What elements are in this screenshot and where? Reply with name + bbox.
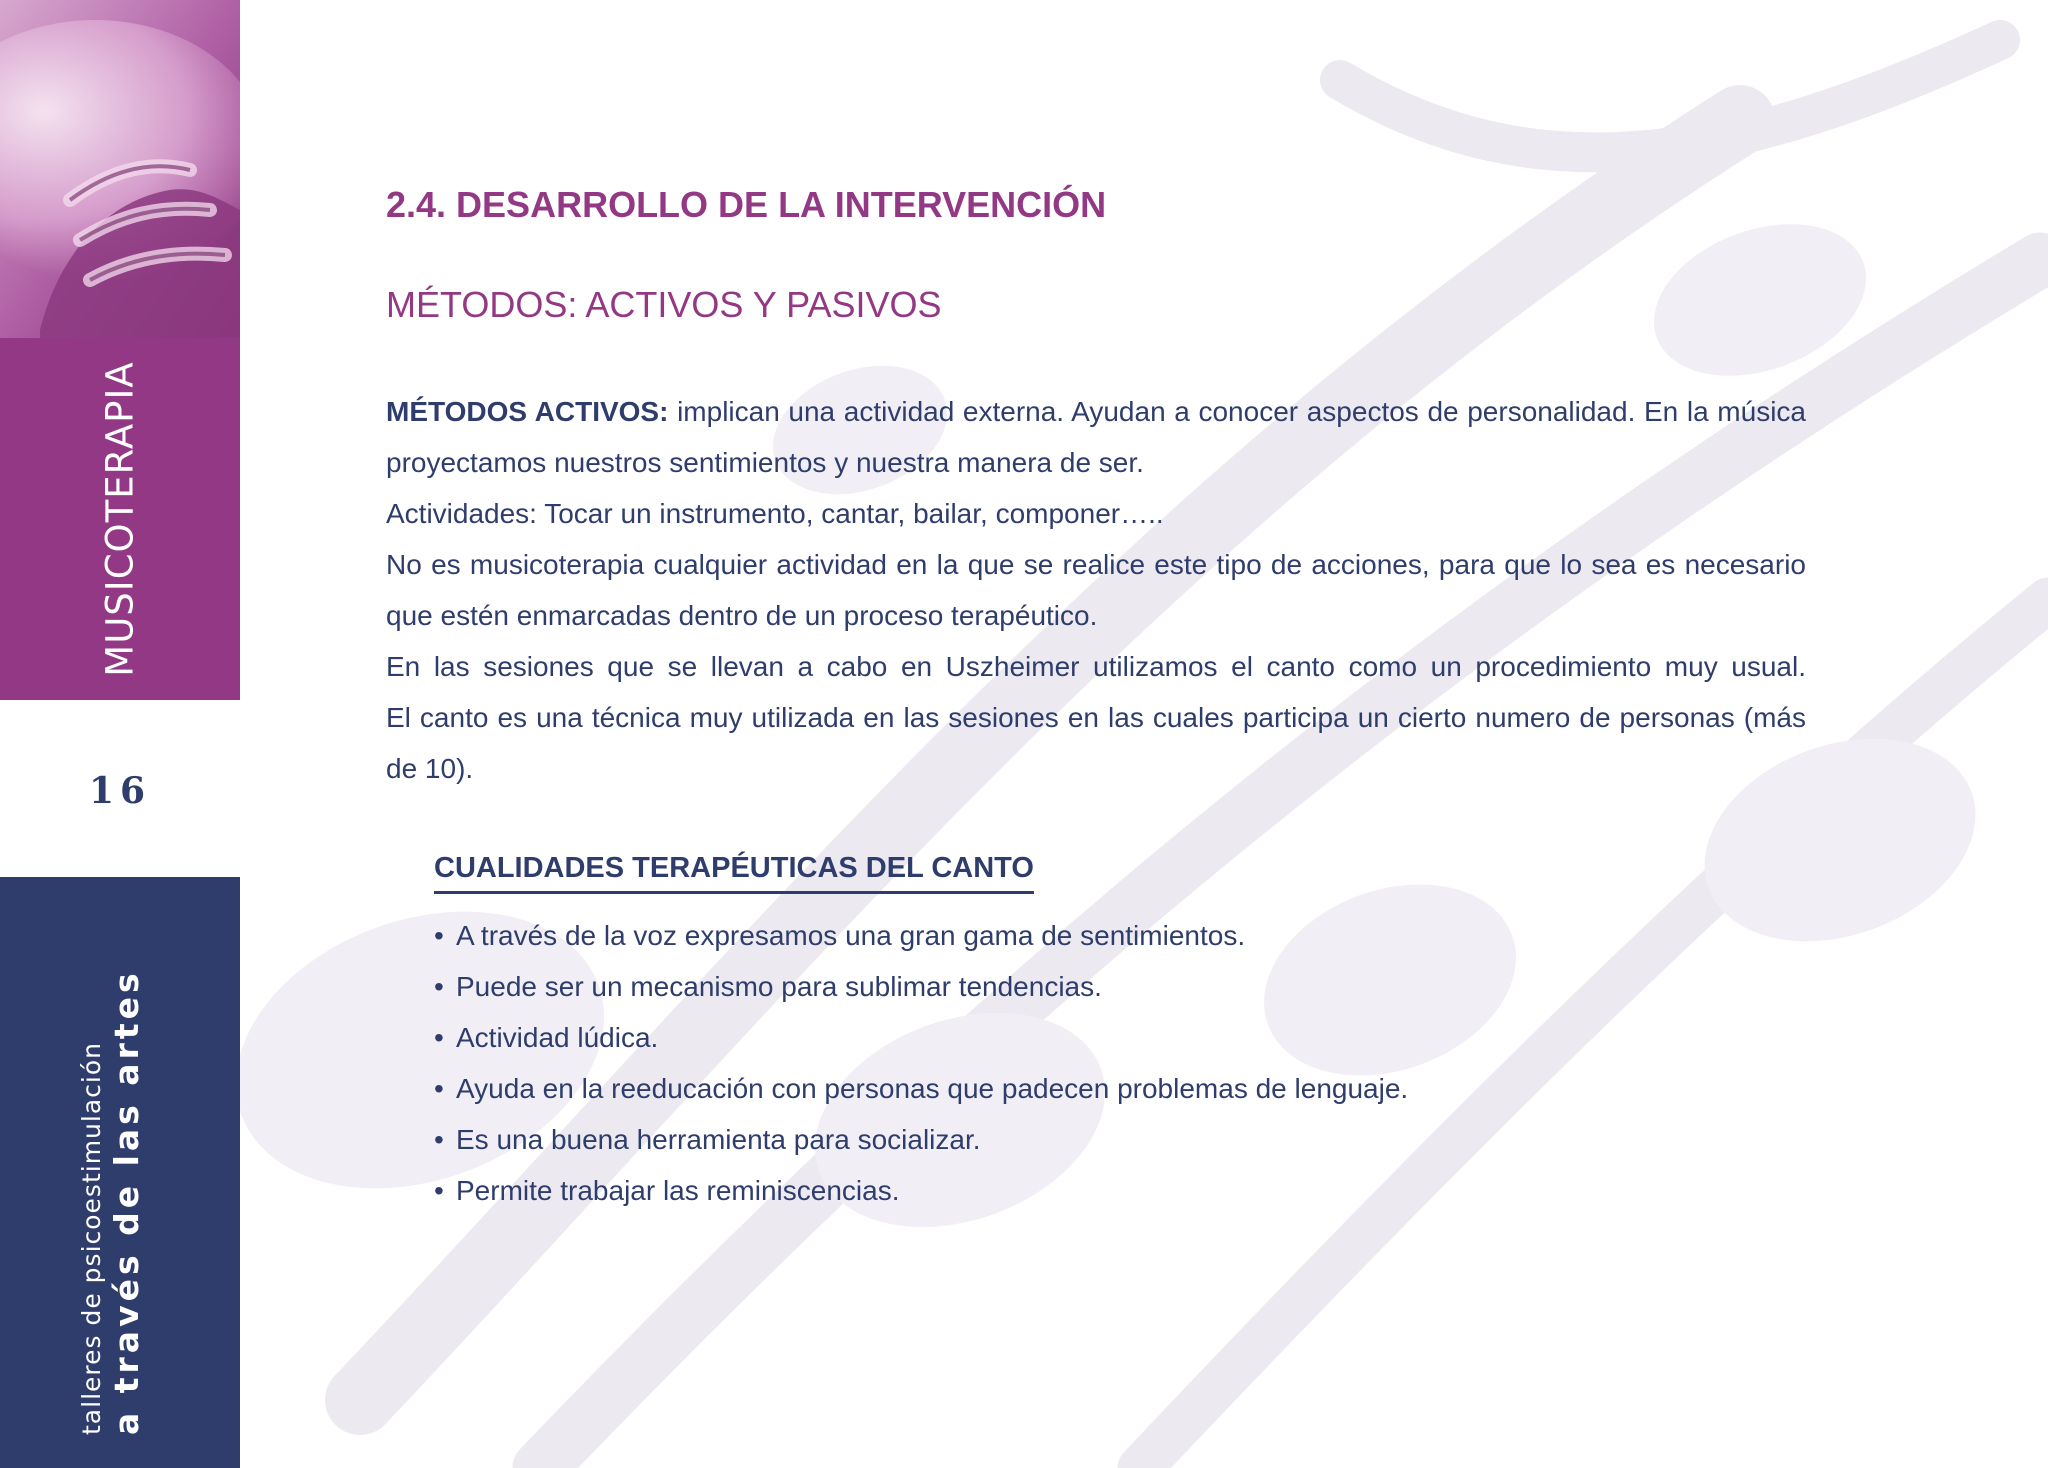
active-methods-text: implican una actividad externa. Ayudan a conocer aspectos de personalidad. En la música proyectamos nuestros sentimientos y nuestra manera de ser. xyxy=(386,396,1806,478)
page-number: 16 xyxy=(88,770,152,812)
list-item: • Ayuda en la reeducación con personas que padecen problemas de lenguaje. xyxy=(434,1063,1408,1114)
brand-label xyxy=(77,875,147,1435)
sidebar xyxy=(0,0,240,1468)
bullet-icon: • xyxy=(434,1073,444,1104)
methods-heading xyxy=(386,284,942,326)
bullet-icon: • xyxy=(434,971,444,1002)
methods-heading-rest: ACTIVOS Y PASIVOS xyxy=(577,284,942,325)
section-label: MUSICOTERAPIA xyxy=(98,361,142,677)
bullet-icon: • xyxy=(434,1022,444,1053)
body-text xyxy=(386,386,1806,794)
list-item: • Puede ser un mecanismo para sublimar tendencias. xyxy=(434,961,1408,1012)
qualities-heading: CUALIDADES TERAPÉUTICAS DEL CANTO xyxy=(434,852,1034,894)
bullet-icon: • xyxy=(434,1124,444,1155)
bullet-icon: • xyxy=(434,920,444,951)
list-item: • Actividad lúdica. xyxy=(434,1012,1408,1063)
brand-line-2: a través de las artes xyxy=(107,969,147,1435)
hands-drum-photo xyxy=(0,0,240,338)
methods-heading-label: MÉTODOS: xyxy=(386,284,578,325)
paragraph-singing: El canto es una técnica muy utilizada en las sesiones en las cuales participa un cierto numero de personas (más de 10). xyxy=(386,702,1806,784)
paragraph-activities: Actividades: Tocar un instrumento, cantar, bailar, componer….. xyxy=(386,498,1164,529)
hands-drum-image xyxy=(0,0,240,338)
list-item: • Permite trabajar las reminiscencias. xyxy=(434,1165,1408,1216)
bullet-icon: • xyxy=(434,1175,444,1206)
paragraph-sessions: En las sesiones que se llevan a cabo en Uszheimer utilizamos el canto como un procedimiento muy usual. xyxy=(386,651,1806,682)
active-methods-lead: MÉTODOS ACTIVOS: xyxy=(386,396,669,427)
list-item: • A través de la voz expresamos una gran gama de sentimientos. xyxy=(434,910,1408,961)
brand-line-1: talleres de psicoestimulación xyxy=(77,1041,107,1435)
qualities-list xyxy=(434,910,1408,1216)
paragraph-active-methods xyxy=(386,386,1806,488)
paragraph-therapy-note: No es musicoterapia cualquier actividad en la que se realice este tipo de acciones, para que lo sea es necesario que estén enmarcadas dentro de un proceso terapéutico. xyxy=(386,549,1806,631)
section-title: 2.4. DESARROLLO DE LA INTERVENCIÓN xyxy=(386,184,1107,225)
list-item: • Es una buena herramienta para socializar. xyxy=(434,1114,1408,1165)
